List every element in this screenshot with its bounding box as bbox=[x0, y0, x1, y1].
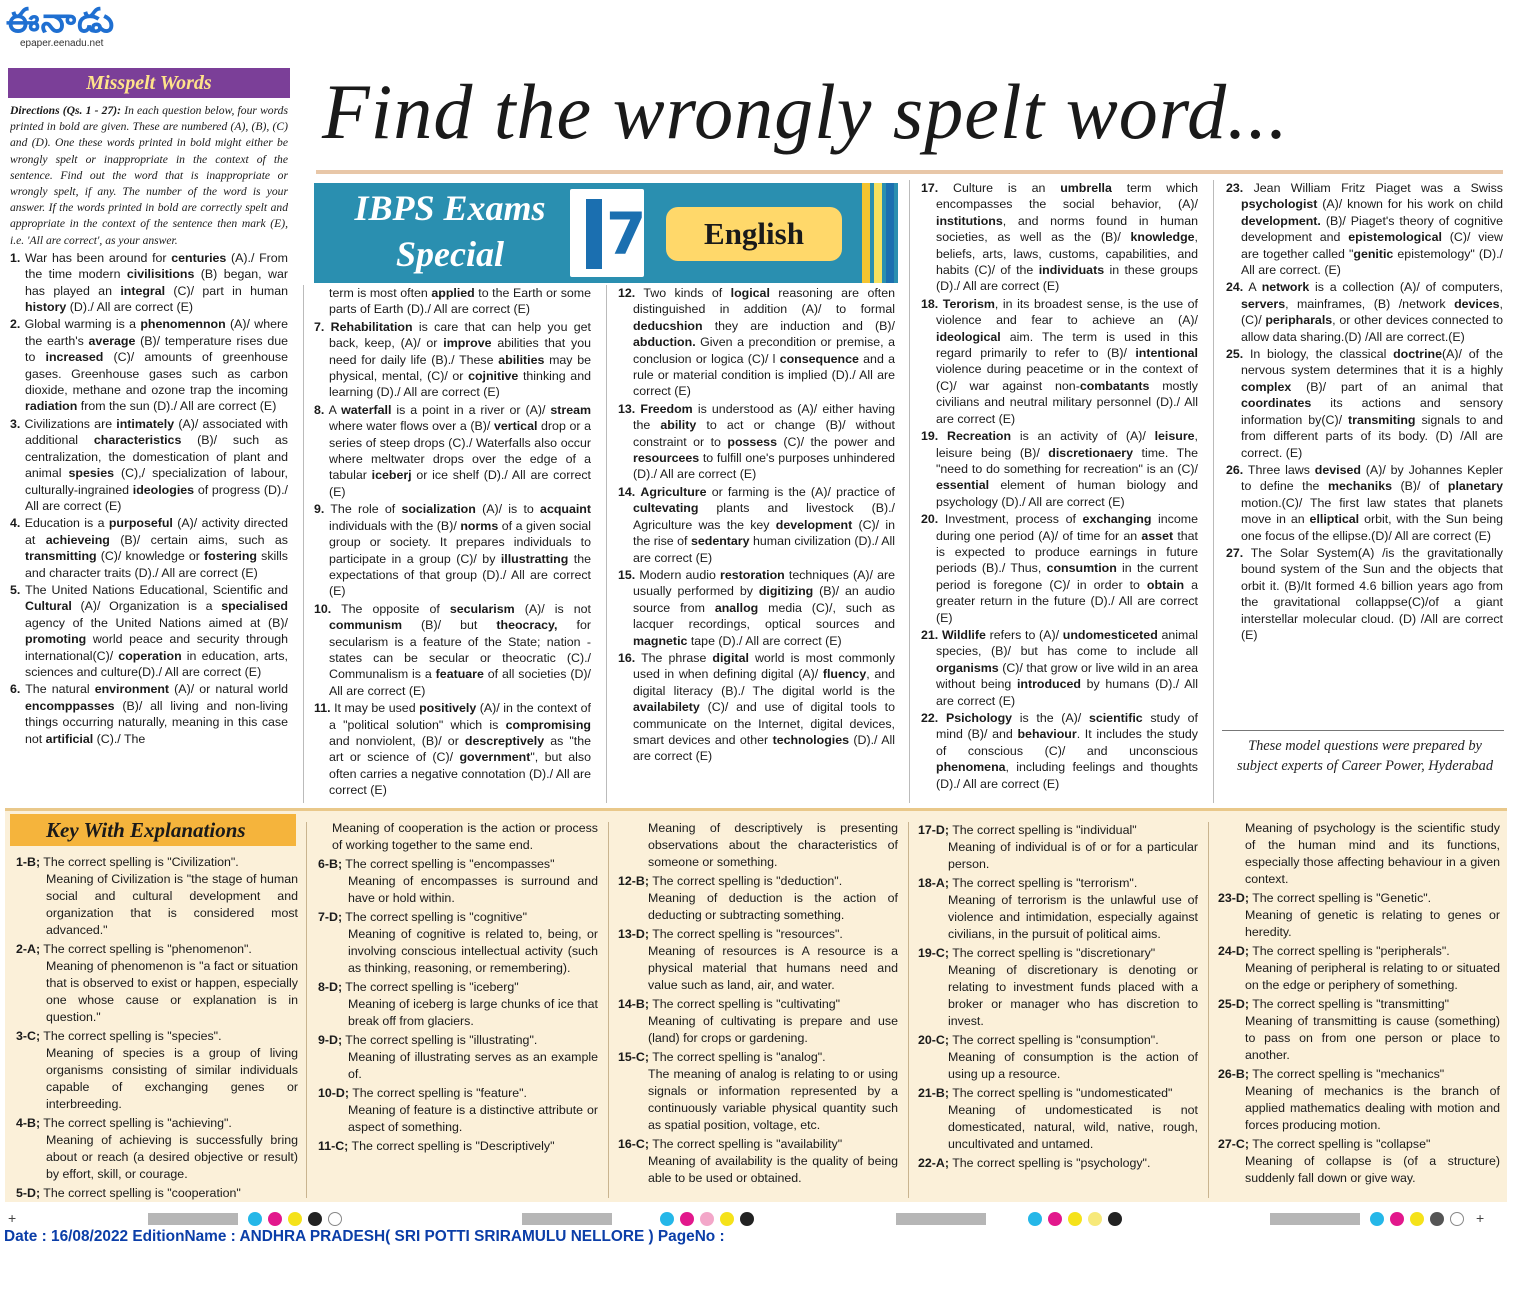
key-explanation: Meaning of genetic is relating to genes or heredity. bbox=[1245, 908, 1500, 939]
key-column-3 bbox=[618, 820, 898, 1202]
question: 8. A waterfall is a point in a river or (A)/ stream where water flows over a (B)/ vertical drop or a series of steep drops (C)./ Waterfalls also occur where meltwater drops over the edge of a tabular iceberj or ice shelf (D)./ All are correct (E) bbox=[314, 402, 591, 499]
gray-bar bbox=[522, 1213, 612, 1225]
key-answer: 16-C; The correct spelling is "availability" bbox=[618, 1137, 843, 1151]
key-explanation: Meaning of resources is A resource is a physical material that humans need and value such as land, air, and water. bbox=[648, 944, 898, 992]
eenadu-logo[interactable] bbox=[6, 2, 156, 54]
question: 25. In biology, the classical doctrine(A)/ of the nervous system determines that it is a highly complex (B)/ part of an animal that coordinates its actions and sensory information by(C)/ transmiting signals to and from different parts of its body. (D) /All are correct. (E) bbox=[1226, 347, 1503, 460]
question: 5. The United Nations Educational, Scientific and Cultural (A)/ Organization is a specialised agency of the United Nations aimed at (B)/ promoting world peace and security through international(C)/ coperation in education, arts, sciences and culture(D)./ All are correct (E) bbox=[10, 582, 288, 679]
question-column-5 bbox=[1226, 180, 1503, 720]
cyan-dot bbox=[1370, 1212, 1384, 1226]
key-explanation: Meaning of cognitive is related to, being, or involving conscious intellectual activity (such as thinking, reasoning, or remembering). bbox=[348, 927, 598, 975]
question: 12. Two kinds of logical reasoning are often distinguished in addition (A)/ to formal deducshion they are induction and (B)/ abduction. Given a precondition or premise, a conclusion or logica (C)/ l consequence and a rule or material condition is implied (D)./ All are correct (E) bbox=[618, 286, 895, 399]
question: 14. Agriculture or farming is the (A)/ practice of cultevating plants and livestock (B)./ Agriculture was the key development (C)/ in the rise of sedentary human civilization (D)./ All are correct (E) bbox=[618, 484, 895, 565]
question: 13. Freedom is understood as (A)/ either having the ability to act or change (B)/ without constraint or to possess (C)/ the power and resourcees to fulfill one's purposes unhindered (D)./ All are correct (E) bbox=[618, 401, 895, 482]
key-answer: 3-C; The correct spelling is "species". bbox=[16, 1029, 222, 1043]
question: 27. The Solar System(A) /is the gravitationally bound system of the Sun and the objects that orbit it. (B)/It formed 4.6 billion years ago from the gravitational collappse(C)/of a giant interstellar molecular cloud. (D) /All are correct (E) bbox=[1226, 545, 1503, 642]
misspelt-words-heading: Misspelt Words bbox=[8, 68, 290, 98]
key-column-1 bbox=[16, 852, 298, 1202]
key-answer: 26-B; The correct spelling is "mechanics" bbox=[1218, 1067, 1445, 1081]
magenta-dot bbox=[268, 1212, 282, 1226]
key-explanation: Meaning of encompasses is surround and have or hold within. bbox=[348, 874, 598, 905]
key-explanation: Meaning of cooperation is the action or process of working together to the same end. bbox=[332, 821, 598, 852]
key-answer: 5-D; The correct spelling is "cooperation" bbox=[16, 1186, 241, 1200]
question: 24. A network is a collection (A)/ of computers, servers, mainframes, (B) /network devices,(C)/ peripharals, or other devices connected to allow data sharing.(D) /All are correct.(E) bbox=[1226, 280, 1503, 344]
logo-url: epaper.eenadu.net bbox=[20, 38, 104, 49]
key-explanation: Meaning of peripheral is relating to or situated on the edge or periphery of something. bbox=[1245, 961, 1500, 992]
key-answer: 9-D; The correct spelling is "illustrating". bbox=[318, 1033, 538, 1047]
key-explanation: Meaning of cultivating is prepare and use (land) for crops or gardening. bbox=[648, 1014, 898, 1045]
key-answer: 6-B; The correct spelling is "encompasses" bbox=[318, 857, 555, 871]
key-explanation: Meaning of iceberg is large chunks of ice that break off from glaciers. bbox=[348, 997, 598, 1028]
title-divider bbox=[316, 170, 1503, 174]
yellow-dot bbox=[720, 1212, 734, 1226]
question: 20. Investment, process of exchanging income during one period (A)/ of time for an asset that is expected to produce earnings in future periods (B)./ Thus, consumtion in the current period is foregone (C)/ in order to obtain a greater return in the future (D)./ All are correct (E) bbox=[921, 512, 1198, 625]
question-column-3 bbox=[618, 285, 895, 805]
key-answer: 7-D; The correct spelling is "cognitive" bbox=[318, 910, 527, 924]
question: 18. Terorism, in its broadest sense, is the use of violence and fear to achieve an (A)/ ideological aim. The term is used in this regard primarily to refer to (B)/ intentional violence during peacetime or in the context of (C)/ war against non-combatants mostly civilians and neutral military personnel (D)./ All are correct (E) bbox=[921, 296, 1198, 426]
subject-badge: English bbox=[666, 207, 842, 261]
key-explanation: Meaning of species is a group of living organisms consisting of similar individuals capable of exchanging genes or interbreeding. bbox=[46, 1046, 298, 1111]
column-rule bbox=[1213, 180, 1214, 803]
question: 1. War has been around for centuries (A)./ From the time modern civilisitions (B) began, war has played an integral (C)/ part in human history (D)./ All are correct (E) bbox=[10, 250, 288, 315]
key-answer: 1-B; The correct spelling is "Civilization". bbox=[16, 855, 239, 869]
question: 3. Civilizations are intimately (A)/ associated with additional characteristics (B)/ such as centralization, the domestication of plant and animal spesies (C),/ specialization of labour, culturally-ingrained ideologies of progress (D)./ All are correct (E) bbox=[10, 416, 288, 513]
key-explanation: Meaning of terrorism is the unlawful use of violence and intimidation, especially against civilians, in the pursuit of political aims. bbox=[948, 893, 1198, 941]
key-answer: 27-C; The correct spelling is "collapse" bbox=[1218, 1137, 1431, 1151]
key-explanation: Meaning of availability is the quality of being able to be used or obtained. bbox=[648, 1154, 898, 1185]
key-explanation: Meaning of individual is of or for a particular person. bbox=[948, 840, 1198, 871]
black-dot bbox=[740, 1212, 754, 1226]
pink-dot bbox=[700, 1212, 714, 1226]
magenta-dot bbox=[1048, 1212, 1062, 1226]
credit-note: These model questions were prepared by subject experts of Career Power, Hyderabad bbox=[1236, 738, 1494, 774]
key-explanation: Meaning of psychology is the scientific study of the human mind and its functions, especially those affecting behaviour in a given context. bbox=[1245, 821, 1500, 886]
column-rule bbox=[909, 180, 910, 803]
key-column-5 bbox=[1218, 820, 1500, 1202]
black-dot bbox=[1108, 1212, 1122, 1226]
gray-bar bbox=[896, 1213, 986, 1225]
magenta-dot bbox=[680, 1212, 694, 1226]
magenta-dot bbox=[1390, 1212, 1404, 1226]
ibps-banner bbox=[314, 183, 898, 283]
question: 2. Global warming is a phenomennon (A)/ where the earth's average (B)/ temperature rises due to increased (C)/ amounts of greenhouse gases. Greenhouse gases such as carbon dioxide, methane and ozone trap the incoming radiation from the sun (D)./ All are correct (E) bbox=[10, 317, 288, 414]
key-answer: 23-D; The correct spelling is "Genetic". bbox=[1218, 891, 1432, 905]
key-explanation: Meaning of undomesticated is not domesticated, natural, wild, native, rough, uncultivated and untamed. bbox=[948, 1103, 1198, 1151]
key-answer: 12-B; The correct spelling is "deduction". bbox=[618, 874, 843, 888]
key-answer: 22-A; The correct spelling is "psychology". bbox=[918, 1156, 1151, 1170]
key-explanation: Meaning of feature is a distinctive attribute or aspect of something. bbox=[348, 1103, 598, 1134]
question-column-1 bbox=[10, 103, 288, 803]
key-answer: 14-B; The correct spelling is "cultivating" bbox=[618, 997, 841, 1011]
question: 22. Psichology is the (A)/ scientific study of mind (B)/ and behaviour. It includes the study of conscious (C)/ and unconscious phenomena, including feelings and thoughts (D)./ All are correct (E) bbox=[921, 711, 1198, 791]
key-answer: 15-C; The correct spelling is "analog". bbox=[618, 1050, 826, 1064]
question: 21. Wildlife refers to (A)/ undomesticeted animal species, (B)/ but has come to include all organisms (C)/ that grow or live wild in an area without being introduced by humans (D)./ All are correct (E) bbox=[921, 627, 1198, 708]
yellow-dot bbox=[1088, 1212, 1102, 1226]
column-rule bbox=[606, 285, 607, 803]
yellow-dot bbox=[288, 1212, 302, 1226]
banner-title: IBPS Exams Special bbox=[354, 188, 546, 274]
question: 15. Modern audio restoration techniques (A)/ are usually performed by digitizing (B)/ an audio source from anallog media (C)/, such as lacquer recordings, optical sources and magnetic tape (D)./ All are correct (E) bbox=[618, 567, 895, 648]
yellow-dot bbox=[1068, 1212, 1082, 1226]
question: 6. The natural environment (A)/ or natural world encomppasses (B)/ all living and non-living things occurring naturally, meaning in this case not artificial (C)./ The bbox=[10, 682, 288, 746]
question: 17. Culture is an umbrella term which encompasses the social behavior, (A)/ institutions, and norms found in human societies, as well as the (B)/ knowledge, beliefs, arts, laws, customs, capabilities, and habits (C)/ of the individuats in these groups (D)./ All are correct (E) bbox=[921, 181, 1198, 294]
gray-bar bbox=[1270, 1213, 1360, 1225]
white-dot bbox=[328, 1212, 342, 1226]
key-column-4 bbox=[918, 820, 1198, 1202]
key-answer: 20-C; The correct spelling is "consumption". bbox=[918, 1033, 1159, 1047]
key-explanation: Meaning of mechanics is the branch of applied mathematics dealing with motion and forces producing motion. bbox=[1245, 1084, 1500, 1132]
key-explanation: Meaning of phenomenon is "a fact or situation that is observed to exist or happen, especially one whose cause or explanation is in question." bbox=[46, 959, 298, 1024]
yellow-dot bbox=[1410, 1212, 1424, 1226]
key-explanation: The meaning of analog is relating to or using signals or information represented by a continuously variable physical quantity such as spatial position, voltage, etc. bbox=[648, 1067, 898, 1132]
directions: Directions (Qs. 1 - 27): In each question below, four words printed in bold are given. These are numbered (A), (B), (C) and (D). One these words printed in bold might either be wrongly spelt or inappropriate in the context of the sentence. Find out the word that is inappropriate or wrongly spelt, if any. The number of the word is your answer. If the words printed in bold are correctly spelt and appropriate in the context of the sentence then mark (E), i.e. 'All are correct', as your answer. bbox=[10, 104, 288, 247]
key-answer: 21-B; The correct spelling is "undomesticated" bbox=[918, 1086, 1173, 1100]
key-column-2 bbox=[318, 820, 598, 1202]
question: 23. Jean William Fritz Piaget was a Swiss psychologist (A)/ known for his work on child development. (B)/ Piaget's theory of cognitive development and epistemological (C)/ view are together called "genitic epistemology" (D)./ All are correct. (E) bbox=[1226, 181, 1503, 278]
question: 4. Education is a purposeful (A)/ activity directed at achieveing (B)/ certain aims, such as transmitting (C)/ knowledge or fostering skills and character traits (D)./ All are correct (E) bbox=[10, 516, 288, 580]
key-column-rule bbox=[1208, 822, 1209, 1198]
key-explanation: Meaning of transmitting is cause (something) to pass on from one person or place to another. bbox=[1245, 1014, 1500, 1062]
credit-divider bbox=[1222, 730, 1504, 731]
black-dot bbox=[308, 1212, 322, 1226]
gray-bar bbox=[148, 1213, 238, 1225]
question: 9. The role of socialization (A)/ is to acquaint individuals with the (B)/ norms of a given social group or society. It prepares individuals to participate in a group (C)/ by illustratting the expectations of that group (D)./ All are correct (E) bbox=[314, 502, 591, 599]
key-explanation: Meaning of illustrating serves as an example of. bbox=[348, 1050, 598, 1081]
banner-i7-logo-icon: 7 bbox=[570, 189, 644, 277]
edition-footer: Date : 16/08/2022 EditionName : ANDHRA PRADESH( SRI POTTI SRIRAMULU NELLORE ) PageNo : bbox=[4, 1228, 725, 1245]
logo-mark: ఈనాడు bbox=[6, 1, 116, 41]
question: 11. It may be used positively (A)/ in the context of a "political solution" which is compromising and nonviolent, (B)/ or descreptively as "the art or science of (C)/ government", but also often carries a negative connotation (D)./ All are correct (E) bbox=[314, 701, 591, 798]
key-answer: 13-D; The correct spelling is "resources". bbox=[618, 927, 843, 941]
cyan-dot bbox=[1028, 1212, 1042, 1226]
question-column-4 bbox=[921, 180, 1198, 805]
question: 19. Recreation is an activity of (A)/ leisure, leisure being (B)/ discretionaery time. The "need to do something for recreation" is an (C)/ essential element of human biology and psychology (D)./ All are correct (E) bbox=[921, 429, 1198, 509]
key-heading: Key With Explanations bbox=[10, 814, 296, 846]
page-title: Find the wrongly spelt word... bbox=[322, 68, 1289, 155]
key-answer: 24-D; The correct spelling is "peripherals". bbox=[1218, 944, 1450, 958]
key-column-rule bbox=[608, 822, 609, 1198]
key-explanation: Meaning of collapse is (of a structure) suddenly fall down or give way. bbox=[1245, 1154, 1500, 1185]
question: 26. Three laws devised (A)/ by Johannes Kepler to define the mechaniks (B)/ of planetary motion.(C)/ The first law states that planets move in an elliptical orbit, with the Sun being one focus of the ellipse.(D)/ All are correct (E) bbox=[1226, 462, 1503, 543]
registration-mark: + bbox=[8, 1210, 17, 1226]
key-explanation: Meaning of Civilization is "the stage of human social and cultural development and organization that is considered most advanced." bbox=[46, 872, 298, 937]
cyan-dot bbox=[248, 1212, 262, 1226]
key-answer: 17-D; The correct spelling is "individual" bbox=[918, 823, 1137, 837]
key-answer: 25-D; The correct spelling is "transmitting" bbox=[1218, 997, 1449, 1011]
column-rule bbox=[303, 285, 304, 803]
key-explanation: Meaning of discretionary is denoting or relating to investment funds placed with a broker or manager who has discretion to invest. bbox=[948, 963, 1198, 1028]
question: 7. Rehabilitation is care that can help you get back, keep, (A)/ or improve abilities that you need for daily life (B)./ These abilities may be physical, mental, (C)/ or cojnitive thinking and learning (D)./ All are correct (E) bbox=[314, 319, 591, 400]
key-explanation: Meaning of descriptively is presenting observations about the characteristics of someone or something. bbox=[648, 821, 898, 869]
key-explanation: Meaning of deduction is the action of deducting or subtracting something. bbox=[648, 891, 898, 922]
key-answer: 2-A; The correct spelling is "phenomenon". bbox=[16, 942, 252, 956]
question-column-2 bbox=[314, 285, 591, 805]
key-answer: 19-C; The correct spelling is "discretionary" bbox=[918, 946, 1156, 960]
question: term is most often applied to the Earth or some parts of Earth (D)./ All are correct (E) bbox=[329, 286, 591, 317]
question: 10. The opposite of secularism (A)/ is not communism (B)/ but theocracy, for secularism is a feature of the State; nation - states can be secular or theocratic (C)./ Communalism is a featuare of all societies (D)/ All are correct (E) bbox=[314, 601, 591, 698]
key-answer: 10-D; The correct spelling is "feature". bbox=[318, 1086, 527, 1100]
cyan-dot bbox=[660, 1212, 674, 1226]
key-explanation: Meaning of consumption is the action of using up a resource. bbox=[948, 1050, 1198, 1081]
key-answer: 8-D; The correct spelling is "iceberg" bbox=[318, 980, 519, 994]
key-answer: 11-C; The correct spelling is "Descriptively" bbox=[318, 1139, 555, 1153]
registration-mark: + bbox=[1476, 1210, 1485, 1226]
key-answer: 4-B; The correct spelling is "achieving". bbox=[16, 1116, 232, 1130]
question: 16. The phrase digital world is most commonly used in when defining digital (A)/ fluency, and digital literacy (B)./ The digital world is the availabilety (C)/ and use of digital tools to communicate on the Internet, digital devices, smart devices and other technologies (D)./ All are correct (E) bbox=[618, 650, 895, 764]
key-explanation: Meaning of achieving is successfully bring about or reach (a desired objective or result) by effort, skill, or courage. bbox=[46, 1133, 298, 1181]
key-column-rule bbox=[908, 822, 909, 1198]
key-column-rule bbox=[306, 822, 307, 1198]
white-dot bbox=[1450, 1212, 1464, 1226]
gray-dot bbox=[1430, 1212, 1444, 1226]
key-answer: 18-A; The correct spelling is "terrorism". bbox=[918, 876, 1138, 890]
